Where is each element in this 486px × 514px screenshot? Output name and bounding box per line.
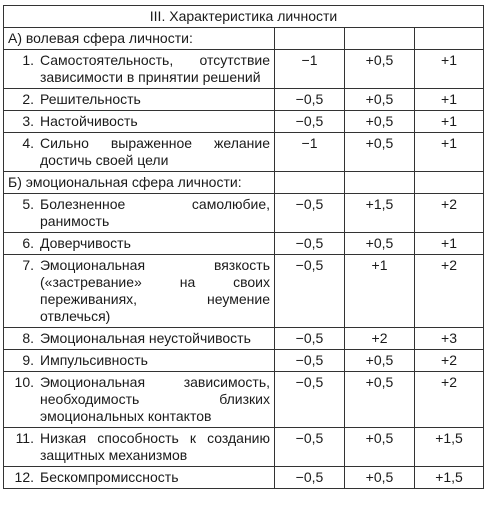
item-number: 5. (22, 196, 34, 212)
score-mid: +1 (345, 255, 415, 328)
item-cell (4, 89, 275, 111)
score-low: −0,5 (275, 255, 345, 328)
empty-cell (275, 172, 345, 194)
item-text: Эмоциональная неустойчивость (40, 330, 251, 346)
section-heading-row (4, 172, 484, 194)
item-number: 12. (14, 469, 34, 485)
score-low: −0,5 (275, 428, 345, 467)
score-high: +1,5 (415, 428, 484, 467)
score-mid: +0,5 (345, 350, 415, 372)
score-low: −0,5 (275, 328, 345, 350)
item-text: Эмоциональная вязкость («застревание» на своих переживаниях, неумение отвлечься) (40, 257, 270, 324)
score-mid: +0,5 (345, 50, 415, 89)
item-cell (4, 111, 275, 133)
item-text: Эмоциональная зависимость, необходимость близких эмоциональных контактов (40, 374, 270, 424)
score-high: +1 (415, 50, 484, 89)
score-high: +2 (415, 372, 484, 428)
score-high: +1 (415, 111, 484, 133)
item (8, 374, 270, 425)
empty-cell (275, 28, 345, 50)
item-text: Доверчивость (40, 235, 131, 251)
table-row (4, 133, 484, 172)
score-low: −0,5 (275, 467, 345, 489)
score-high: +2 (415, 194, 484, 233)
score-mid: +0,5 (345, 111, 415, 133)
empty-cell (345, 28, 415, 50)
item-number: 7. (22, 257, 34, 273)
item-number: 3. (22, 113, 34, 129)
score-low: −1 (275, 133, 345, 172)
table-row (4, 467, 484, 489)
score-mid: +0,5 (345, 467, 415, 489)
item-cell (4, 133, 275, 172)
item (8, 113, 270, 130)
item-number: 10. (14, 374, 34, 390)
score-mid: +0,5 (345, 372, 415, 428)
table-row (4, 328, 484, 350)
item-cell (4, 50, 275, 89)
section-heading: Б) эмоциональная сфера личности: (4, 172, 275, 194)
item (8, 196, 270, 230)
score-low: −0,5 (275, 194, 345, 233)
score-high: +1,5 (415, 467, 484, 489)
item-number: 1. (22, 52, 34, 68)
item-text: Настойчивость (40, 113, 138, 129)
item (8, 330, 270, 347)
item-cell (4, 372, 275, 428)
item-text: Самостоятельность, отсутствие зависимости в принятии решений (40, 52, 270, 85)
empty-cell (345, 172, 415, 194)
table-row (4, 233, 484, 255)
item-text: Низкая способность к созданию защитных механизмов (40, 430, 270, 463)
score-high: +2 (415, 255, 484, 328)
score-mid: +0,5 (345, 133, 415, 172)
item-cell (4, 350, 275, 372)
table-row (4, 194, 484, 233)
table-row (4, 111, 484, 133)
item-text: Импульсивность (40, 352, 148, 368)
table-row (4, 350, 484, 372)
score-mid: +2 (345, 328, 415, 350)
item (8, 430, 270, 464)
item (8, 352, 270, 369)
score-low: −0,5 (275, 111, 345, 133)
item-cell (4, 428, 275, 467)
item-text: Решительность (40, 91, 141, 107)
score-high: +3 (415, 328, 484, 350)
table-row (4, 89, 484, 111)
score-mid: +1,5 (345, 194, 415, 233)
item-cell (4, 233, 275, 255)
item-text: Бескомпромиссность (40, 469, 179, 485)
score-low: −0,5 (275, 233, 345, 255)
score-mid: +0,5 (345, 428, 415, 467)
item-cell (4, 255, 275, 328)
score-high: +1 (415, 133, 484, 172)
item-cell (4, 194, 275, 233)
item (8, 52, 270, 86)
personality-table (3, 5, 484, 489)
score-low: −0,5 (275, 372, 345, 428)
section-heading: А) волевая сфера личности: (4, 28, 275, 50)
item-cell (4, 467, 275, 489)
item-text: Болезненное самолюбие, ранимость (40, 196, 270, 229)
item-number: 4. (22, 135, 34, 151)
item-number: 6. (22, 235, 34, 251)
item-number: 11. (15, 430, 34, 446)
item (8, 257, 270, 325)
score-low: −1 (275, 50, 345, 89)
item-text: Сильно выраженное желание достичь своей цели (40, 135, 270, 168)
table-row (4, 50, 484, 89)
empty-cell (415, 172, 484, 194)
item (8, 469, 270, 486)
item-number: 9. (22, 352, 34, 368)
score-low: −0,5 (275, 350, 345, 372)
table-title: III. Характеристика личности (4, 6, 484, 28)
empty-cell (415, 28, 484, 50)
score-low: −0,5 (275, 89, 345, 111)
score-mid: +0,5 (345, 89, 415, 111)
item-number: 2. (22, 91, 34, 107)
score-high: +1 (415, 233, 484, 255)
table-row (4, 372, 484, 428)
score-mid: +0,5 (345, 233, 415, 255)
item (8, 235, 270, 252)
table-row (4, 255, 484, 328)
table-row (4, 428, 484, 467)
item (8, 135, 270, 169)
score-high: +1 (415, 89, 484, 111)
section-heading-row (4, 28, 484, 50)
item-number: 8. (22, 330, 34, 346)
score-high: +2 (415, 350, 484, 372)
item (8, 91, 270, 108)
item-cell (4, 328, 275, 350)
